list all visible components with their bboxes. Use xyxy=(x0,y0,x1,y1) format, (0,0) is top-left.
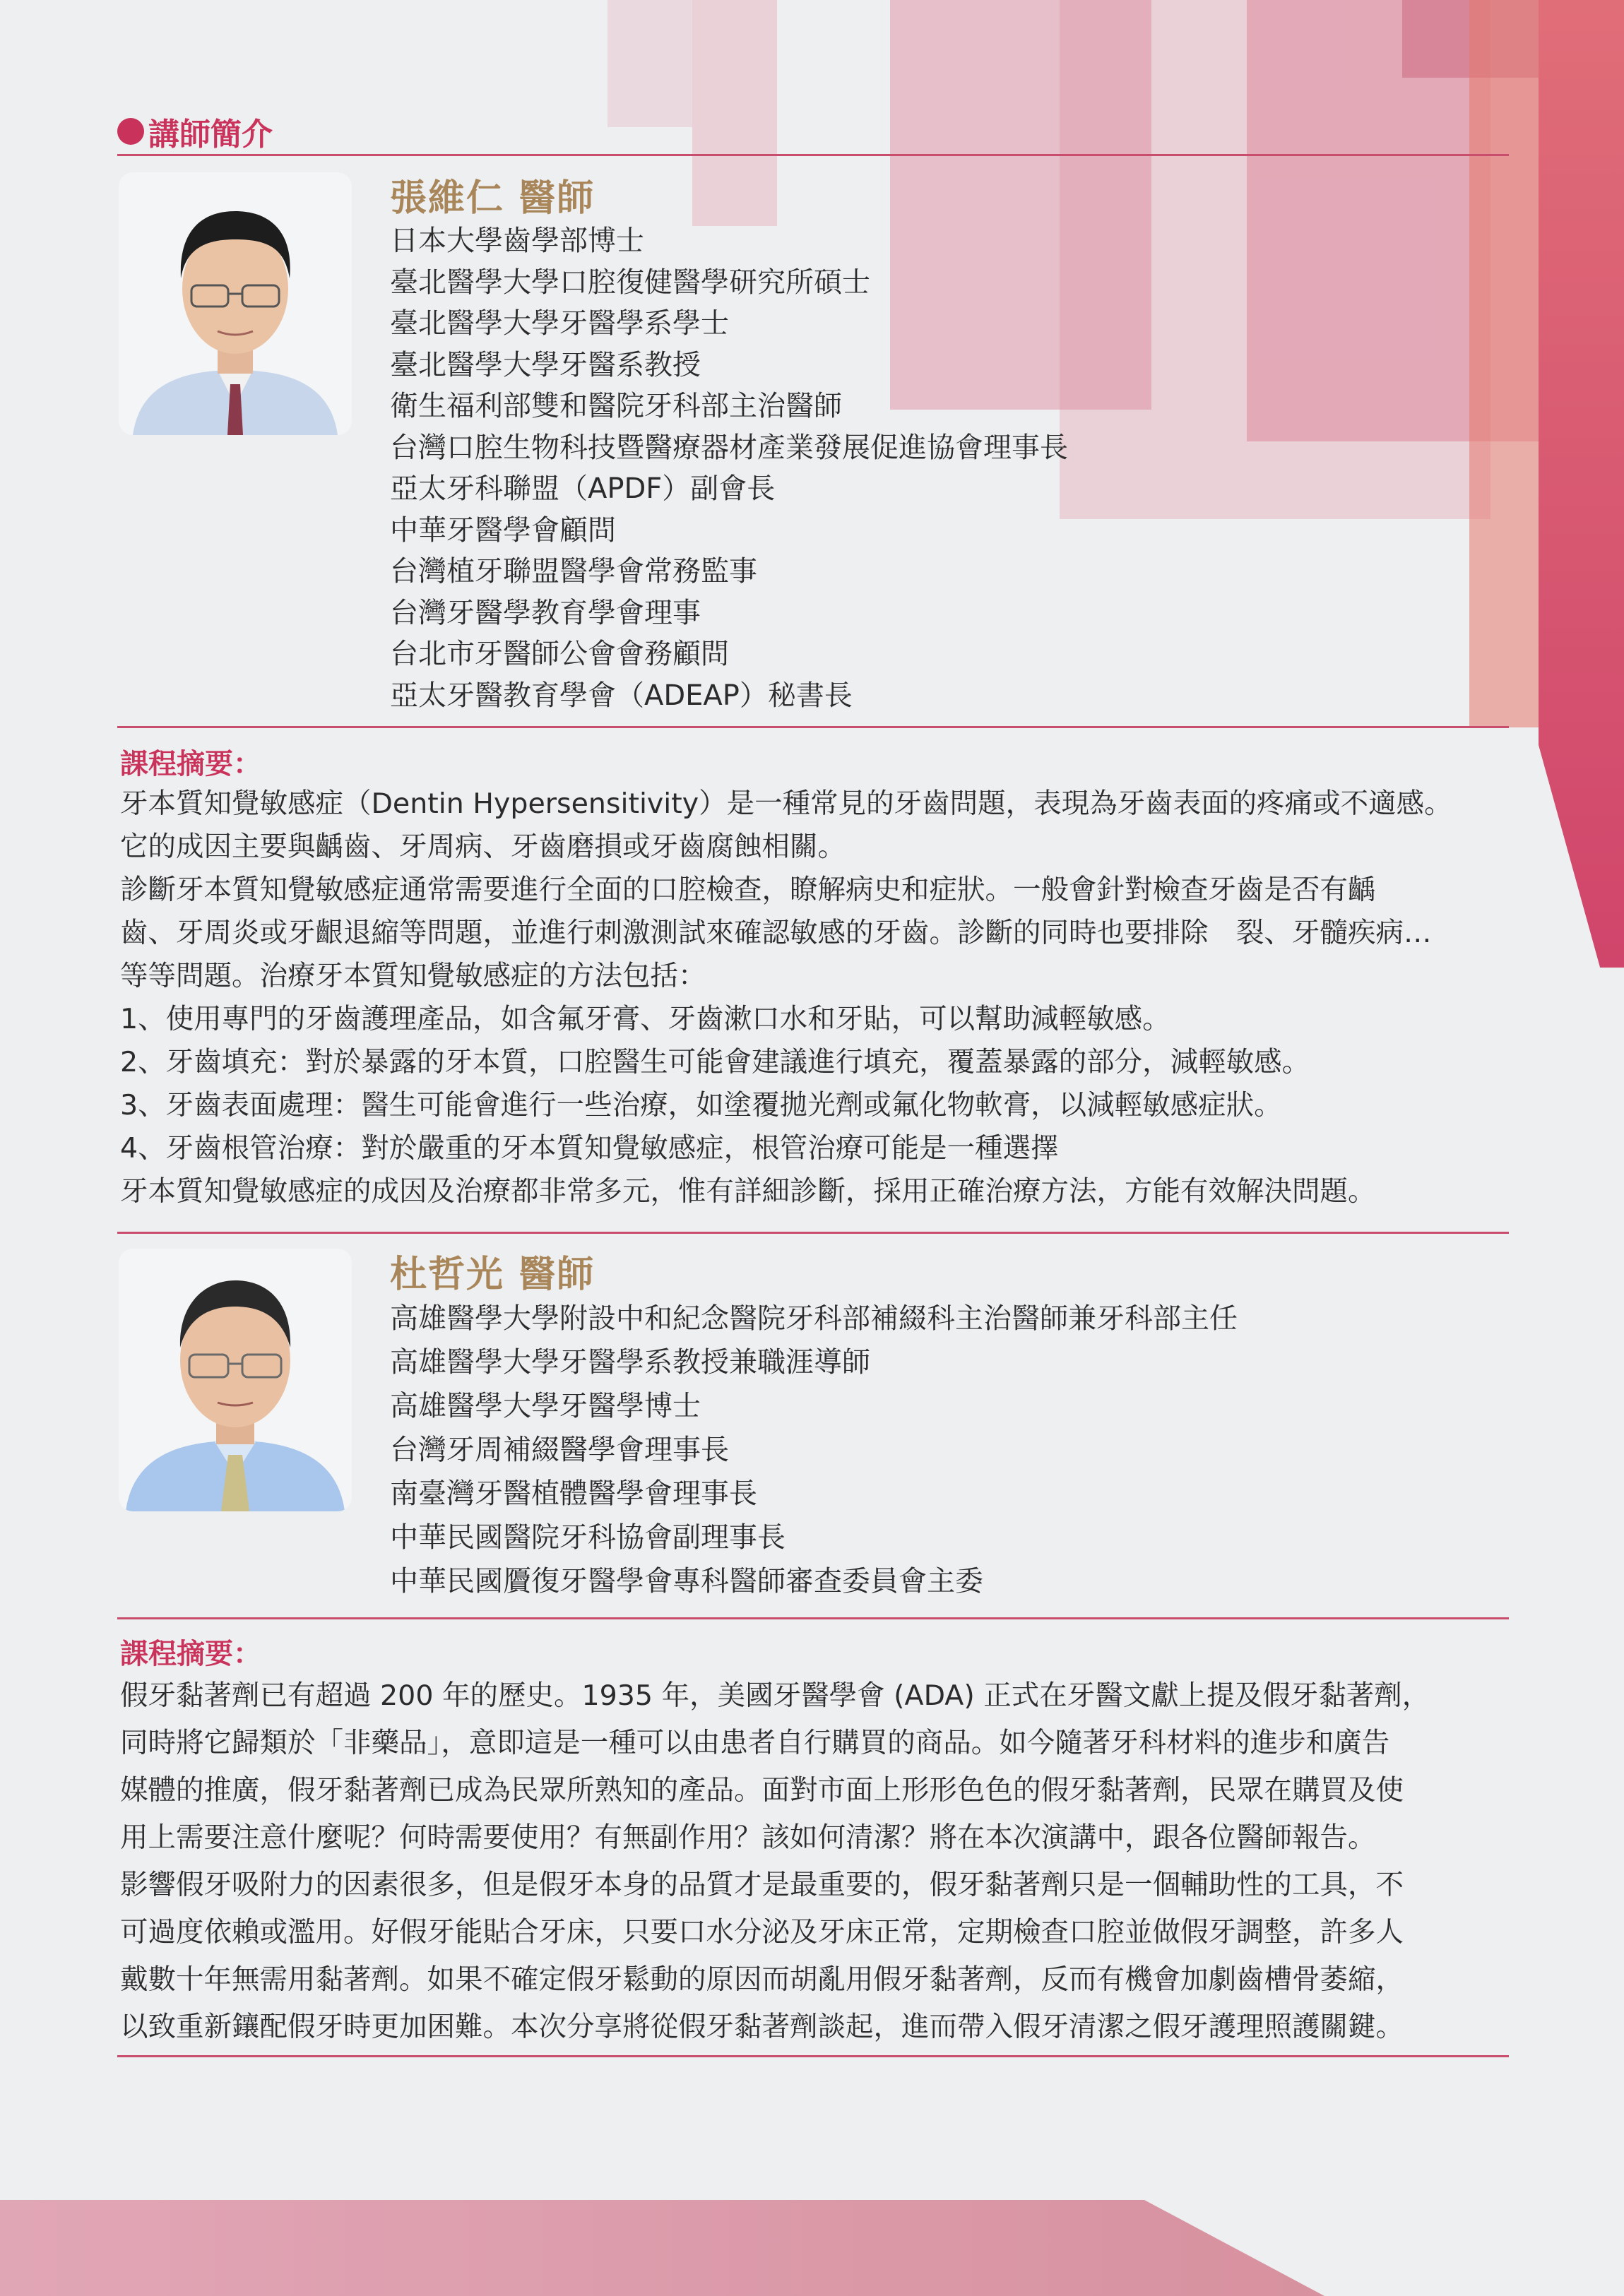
credential-item: 亞太牙醫教育學會（ADEAP）秘書長 xyxy=(390,679,853,712)
summary-line: 診斷牙本質知覺敏感症通常需要進行全面的口腔檢查，瞭解病史和症狀。一般會針對檢查牙齒是否有齲 xyxy=(120,874,1376,906)
credential-item: 中華民國醫院牙科協會副理事長 xyxy=(390,1521,786,1554)
summary-line: 1、使用專門的牙齒護理產品，如含氟牙膏、牙齒漱口水和牙貼，可以幫助減輕敏感。 xyxy=(120,1003,1170,1035)
decor-ribbon xyxy=(1539,0,1624,968)
credentials-list xyxy=(390,220,1068,716)
summary-line: 等等問題。治療牙本質知覺敏感症的方法包括： xyxy=(120,960,706,992)
speaker-name: 張維仁 醫師 xyxy=(390,177,595,220)
summary-line: 齒、牙周炎或牙齦退縮等問題，並進行刺激測試來確認敏感的牙齒。診斷的同時也要排除 裂、牙髓疾病… xyxy=(120,917,1432,949)
summary-line: 用上需要注意什麼呢？何時需要使用？有無副作用？該如何清潔？將在本次演講中，跟各位醫師報告。 xyxy=(120,1821,1376,1854)
summary-line: 它的成因主要與齲齒、牙周病、牙齒磨損或牙齒腐蝕相關。 xyxy=(120,831,846,863)
summary-line: 媒體的推廣，假牙黏著劑已成為民眾所熟知的產品。面對市面上形形色色的假牙黏著劑，民眾在購買及使 xyxy=(120,1774,1404,1807)
divider xyxy=(117,726,1509,728)
credential-item: 台灣牙周補綴醫學會理事長 xyxy=(390,1434,729,1466)
section-title-text: 講師簡介 xyxy=(148,117,273,153)
summary-label: 課程摘要： xyxy=(120,1638,261,1670)
credential-item: 臺北醫學大學牙醫系教授 xyxy=(390,348,701,381)
divider xyxy=(117,1617,1509,1619)
credential-item: 中華民國贗復牙醫學會專科醫師審查委員會主委 xyxy=(390,1565,983,1598)
credential-item: 臺北醫學大學牙醫學系學士 xyxy=(390,307,729,340)
section-title xyxy=(117,109,273,154)
credential-item: 台北市牙醫師公會會務顧問 xyxy=(390,638,729,670)
credentials-list xyxy=(390,1297,1238,1603)
summary-line: 同時將它歸類於「非藥品」，意即這是一種可以由患者自行購買的商品。如今隨著牙科材料的進步和廣告 xyxy=(120,1727,1390,1759)
summary-body xyxy=(120,1672,1515,2051)
credential-item: 台灣植牙聯盟醫學會常務監事 xyxy=(390,555,757,588)
summary-line: 戴數十年無需用黏著劑。如果不確定假牙鬆動的原因而胡亂用假牙黏著劑，反而有機會加劇齒槽骨萎縮， xyxy=(120,1963,1404,1996)
credential-item: 台灣牙醫學教育學會理事 xyxy=(390,596,701,629)
divider xyxy=(117,2055,1509,2057)
speaker-photo xyxy=(119,172,352,435)
summary-line: 可過度依賴或濫用。好假牙能貼合牙床，只要口水分泌及牙床正常，定期檢查口腔並做假牙調整，許多人 xyxy=(120,1916,1404,1949)
decor-block xyxy=(607,0,692,127)
credential-item: 日本大學齒學部博士 xyxy=(390,225,644,257)
summary-label: 課程摘要： xyxy=(120,748,261,780)
summary-line: 假牙黏著劑已有超過 200 年的歷史。1935 年，美國牙醫學會 (ADA) 正式在牙醫文獻上提及假牙黏著劑， xyxy=(120,1679,1430,1712)
credential-item: 亞太牙科聯盟（APDF）副會長 xyxy=(390,472,776,505)
summary-line: 影響假牙吸附力的因素很多，但是假牙本身的品質才是最重要的，假牙黏著劑只是一個輔助性的工具，不 xyxy=(120,1869,1404,1901)
summary-line: 4、牙齒根管治療：對於嚴重的牙本質知覺敏感症，根管治療可能是一種選擇 xyxy=(120,1132,1059,1165)
summary-line: 3、牙齒表面處理：醫生可能會進行一些治療，如塗覆拋光劑或氟化物軟膏，以減輕敏感症狀。 xyxy=(120,1089,1282,1122)
summary-line: 牙本質知覺敏感症的成因及治療都非常多元，惟有詳細診斷，採用正確治療方法，方能有效解決問題。 xyxy=(120,1175,1376,1208)
summary-line: 牙本質知覺敏感症（Dentin Hypersensitivity）是一種常見的牙齒問題，表現為牙齒表面的疼痛或不適感。 xyxy=(120,787,1452,820)
divider xyxy=(117,154,1509,156)
decor-block xyxy=(692,0,777,226)
credential-item: 中華牙醫學會顧問 xyxy=(390,513,616,547)
speaker-photo xyxy=(119,1249,352,1511)
divider xyxy=(117,1232,1509,1234)
decor-footer-band xyxy=(0,2200,1324,2296)
speaker-name: 杜哲光 醫師 xyxy=(390,1253,595,1296)
summary-body xyxy=(120,783,1515,1213)
summary-line: 以致重新鑲配假牙時更加困難。本次分享將從假牙黏著劑談起，進而帶入假牙清潔之假牙護理照護關鍵。 xyxy=(120,2011,1404,2043)
credential-item: 台灣口腔生物科技暨醫療器材產業發展促進協會理事長 xyxy=(390,431,1068,464)
summary-line: 2、牙齒填充：對於暴露的牙本質，口腔醫生可能會建議進行填充，覆蓋暴露的部分，減輕敏感。 xyxy=(120,1046,1310,1078)
credential-item: 衛生福利部雙和醫院牙科部主治醫師 xyxy=(390,390,842,422)
credential-item: 高雄醫學大學牙醫學系教授兼職涯導師 xyxy=(390,1346,870,1379)
credential-item: 高雄醫學大學附設中和紀念醫院牙科部補綴科主治醫師兼牙科部主任 xyxy=(390,1302,1238,1335)
bullet-dot-icon xyxy=(117,118,144,145)
credential-item: 南臺灣牙醫植體醫學會理事長 xyxy=(390,1477,757,1510)
credential-item: 高雄醫學大學牙醫學博士 xyxy=(390,1390,701,1422)
credential-item: 臺北醫學大學口腔復健醫學研究所碩士 xyxy=(390,266,870,299)
